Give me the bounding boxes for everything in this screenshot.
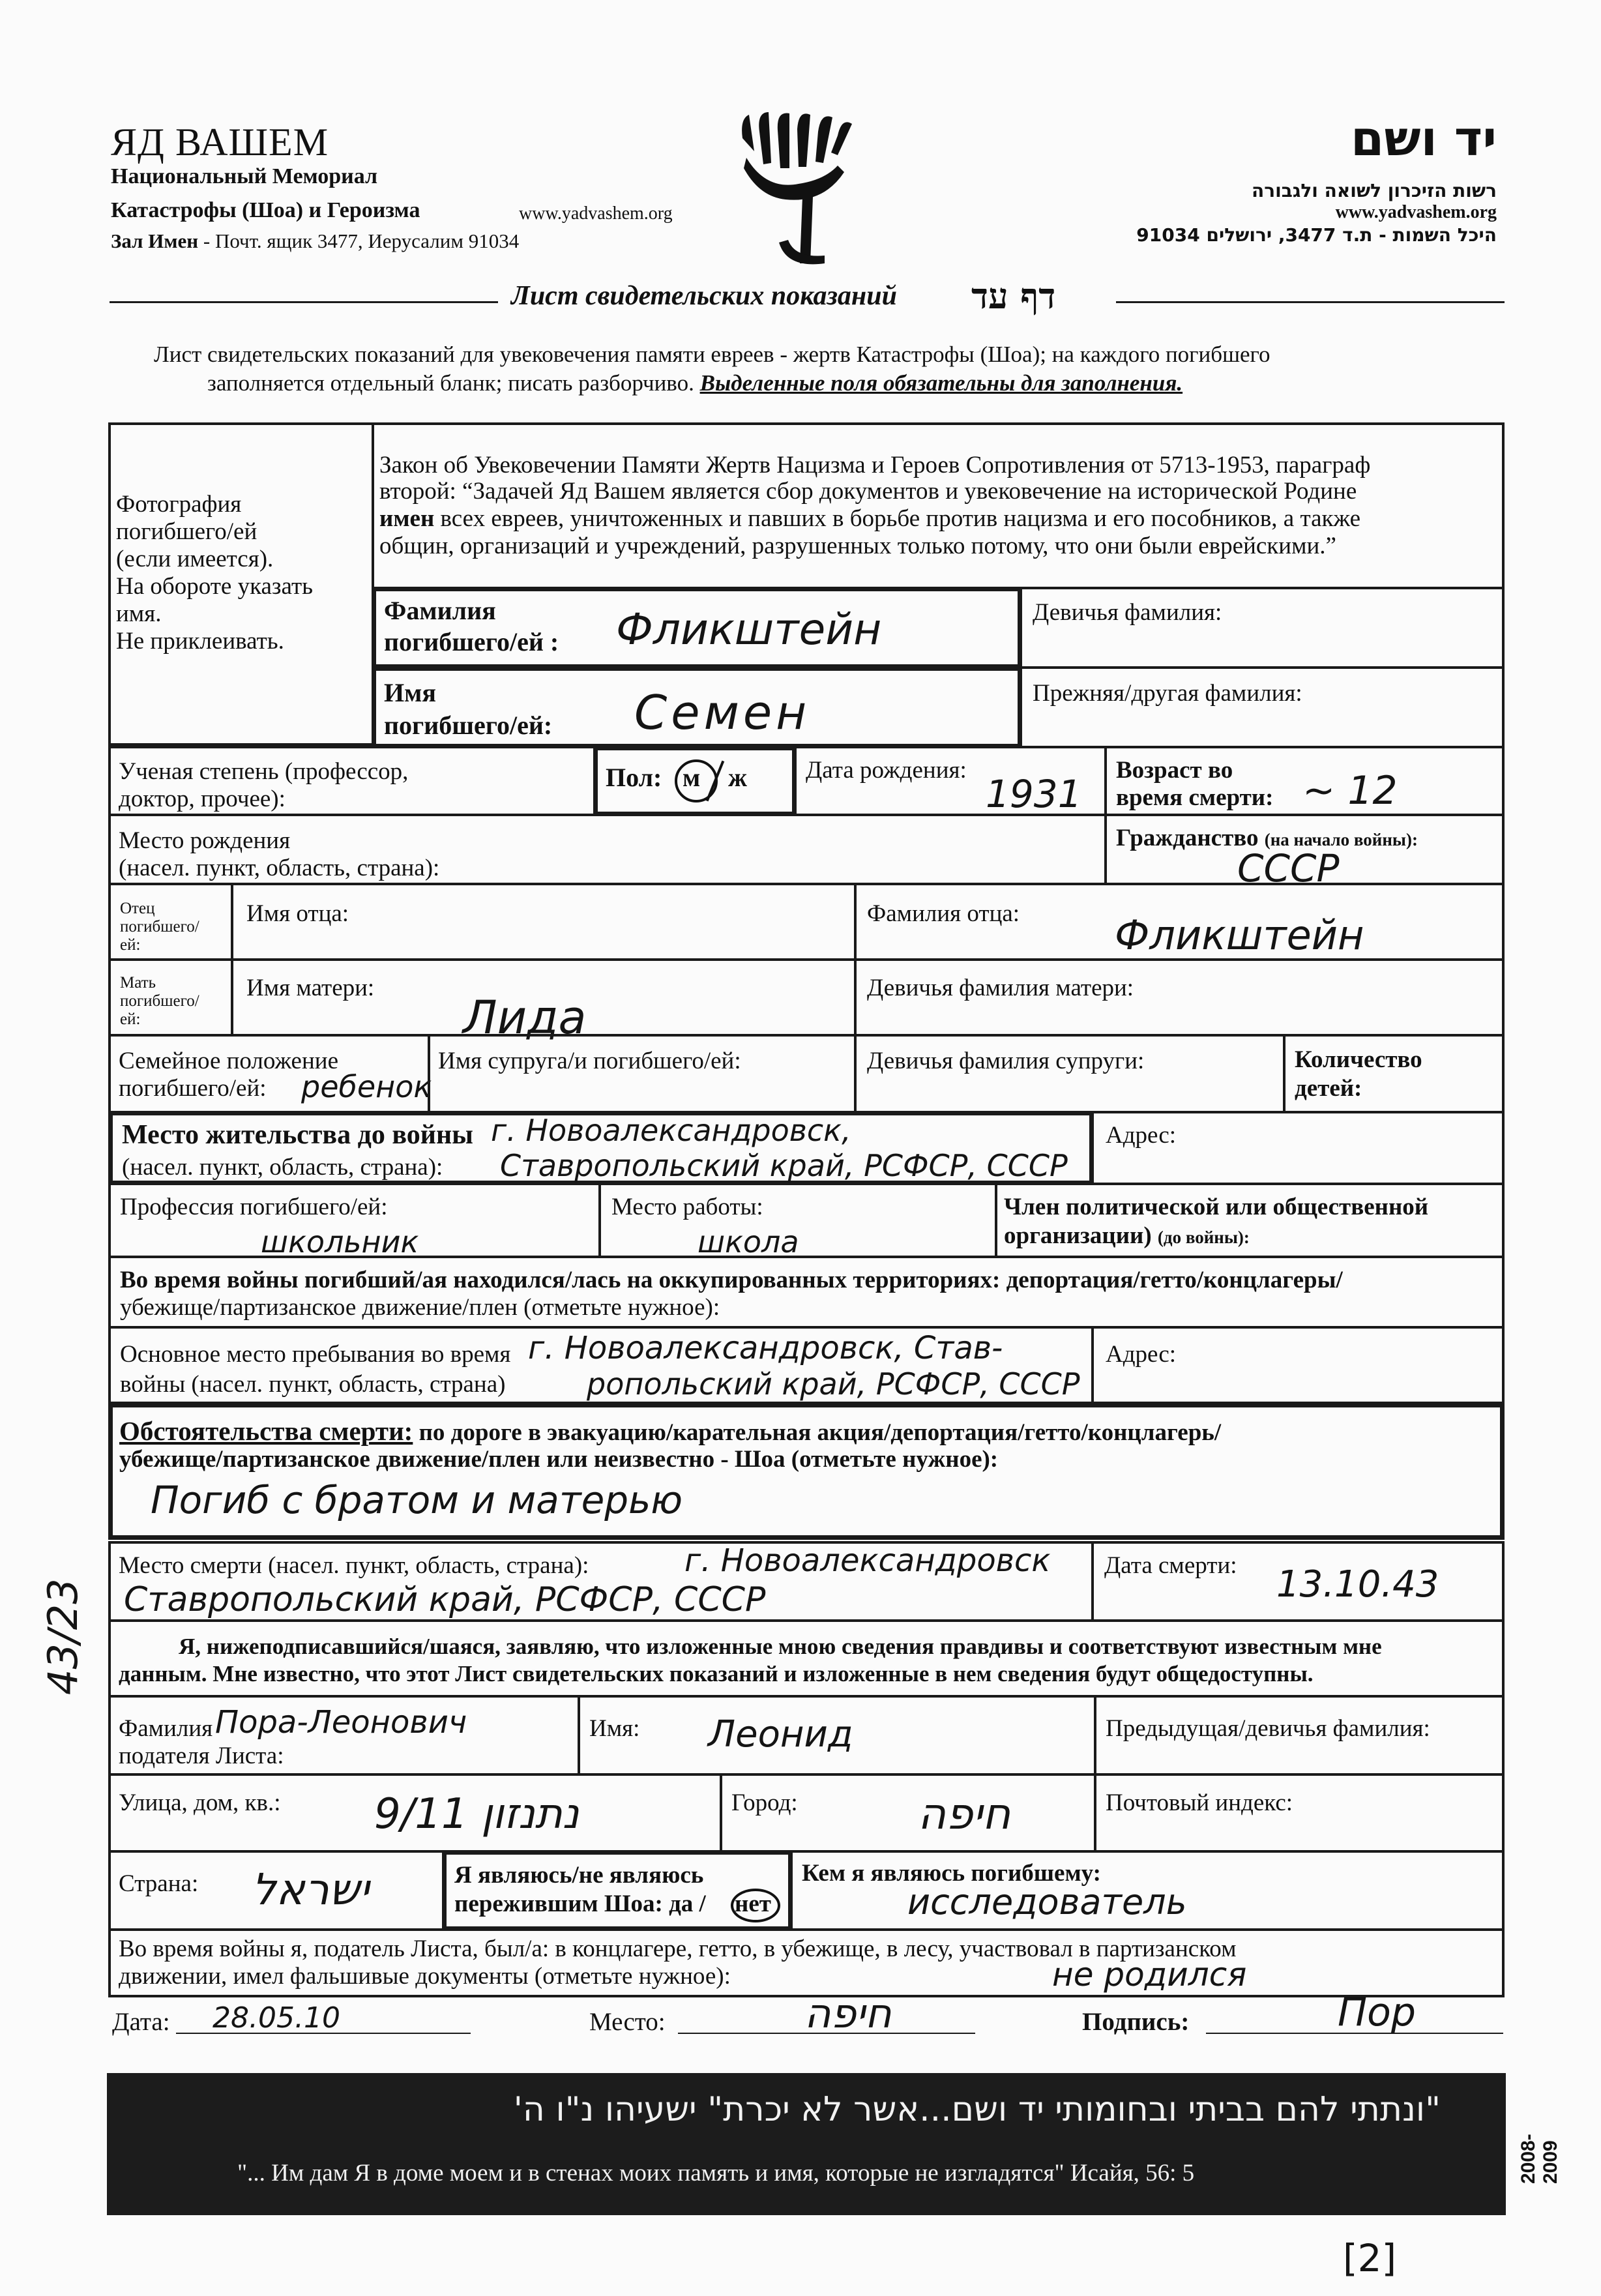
city-label: Город: — [731, 1789, 798, 1816]
relation-value: исследователь — [907, 1881, 1187, 1922]
father-side-3: ей: — [120, 936, 141, 954]
war-main-place-label-1: Основное место пребывания во время — [120, 1341, 511, 1368]
political-org-label-1: Член политической или общественной — [1004, 1194, 1429, 1220]
signature-label: Подпись: — [1082, 2008, 1190, 2036]
citizenship-value: СССР — [1237, 846, 1340, 890]
victim-surname-field[interactable] — [372, 587, 1022, 669]
spouse-name-field[interactable] — [428, 1034, 857, 1113]
quote-hebrew: "ונתתי להם בביתי ובחומותי יד ושם...אשר לא יכרת" ישעיהו נ"ו ה' — [513, 2090, 1441, 2129]
birth-date-value: 1931 — [986, 772, 1082, 816]
country-label: Страна: — [119, 1870, 199, 1897]
photo-label-1: Фотография — [116, 491, 242, 518]
residence-label-1: Место жительства до войны — [122, 1120, 473, 1150]
sign-place-label: Место: — [589, 2008, 666, 2036]
org-subtitle-1: Национальный Мемориал — [111, 164, 378, 188]
mother-side-3: ей: — [120, 1010, 141, 1028]
father-side-2: погибшего/ — [120, 918, 199, 935]
death-circ-line-2: убежище/партизанское движение/плен или неизвестно - Шоа (отметьте нужное): — [119, 1446, 999, 1473]
form-title-ru: Лист свидетельских показаний — [511, 281, 897, 311]
death-circ-value: Погиб с братом и матерью — [151, 1478, 683, 1522]
org-address-ru — [111, 229, 519, 253]
submitter-surname-value: Пора-Леонович — [215, 1704, 467, 1741]
submitter-surname-label-2: подателя Листа: — [119, 1743, 284, 1769]
photo-label-2: погибшего/ей — [116, 518, 257, 545]
victim-name-label-2: погибшего/ей: — [384, 711, 553, 740]
signature-value: Пор — [1338, 1990, 1416, 2035]
age-at-death-field[interactable] — [1104, 746, 1505, 816]
war-line-2: убежище/партизанское движение/плен (отметьте нужное): — [120, 1294, 720, 1321]
death-circumstances-field[interactable] — [108, 1403, 1505, 1540]
father-surname-field[interactable] — [854, 883, 1505, 961]
residence-address-field[interactable] — [1091, 1111, 1505, 1185]
survivor-label-2: пережившим Шоа: да / — [454, 1891, 706, 1917]
war-address-label: Адрес: — [1106, 1341, 1177, 1368]
submitter-surname-label-1: Фамилия — [119, 1715, 213, 1742]
birthplace-label-2: (насел. пункт, область, страна): — [119, 855, 440, 881]
photo-label-6: Не приклеивать. — [116, 628, 284, 655]
street-label: Улица, дом, кв.: — [119, 1789, 281, 1816]
relation-label: Кем я являюсь погибшему: — [802, 1860, 1101, 1887]
quote-banner — [107, 2073, 1506, 2215]
residence-field[interactable] — [108, 1111, 1094, 1185]
relation-field[interactable] — [790, 1850, 1505, 1931]
margin-handwritten-number: 43/23 — [39, 1578, 87, 1695]
during-war-value: не родился — [1052, 1956, 1247, 1994]
death-place-label: Место смерти (насел. пункт, область, страна): — [119, 1552, 589, 1579]
workplace-field[interactable] — [598, 1183, 997, 1258]
political-org-field[interactable] — [995, 1183, 1505, 1258]
photo-box[interactable] — [108, 422, 374, 746]
during-war-line-2: движении, имел фальшивые документы (отметьте нужное): — [119, 1963, 731, 1990]
victim-name-label-1: Имя — [384, 678, 436, 707]
during-war-line-1: Во время войны я, податель Листа, был/а: в концлагере, гетто, в убежище, в лесу, участвовал в партизанском — [119, 1935, 1237, 1962]
sign-date-label: Дата: — [112, 2008, 170, 2036]
law-names-word: имен — [379, 505, 435, 532]
sex-f-option[interactable]: ж — [728, 763, 748, 792]
age-value: ~ 12 — [1302, 768, 1398, 814]
marital-value: ребенок — [301, 1069, 432, 1104]
marital-label-1: Семейное положение — [119, 1048, 338, 1074]
death-date-value: 13.10.43 — [1276, 1563, 1439, 1606]
form-title-he: דף עד — [971, 275, 1056, 317]
victim-maiden-label: Девичья фамилия: — [1033, 599, 1222, 626]
birth-date-label: Дата рождения: — [806, 757, 967, 784]
zip-label: Почтовый индекс: — [1106, 1789, 1293, 1816]
victim-surname-label-1: Фамилия — [384, 596, 496, 625]
street-field[interactable] — [108, 1773, 722, 1853]
marital-status-field[interactable] — [108, 1034, 430, 1113]
law-line-4: общин, организаций и учреждений, разрушенных только потому, что они были еврейскими.” — [379, 533, 1336, 559]
war-address-field[interactable] — [1091, 1326, 1505, 1404]
father-side-label — [108, 883, 233, 961]
death-circ-line-1 — [119, 1417, 1221, 1447]
spouse-maiden-label: Девичья фамилия супруги: — [867, 1048, 1145, 1074]
survivor-label-1: Я являюсь/не являюсь — [454, 1862, 704, 1889]
intro-line2-text: заполняется отдельный бланк; писать разборчиво. — [207, 370, 700, 396]
intro-line2 — [207, 370, 1182, 396]
required-fields-note: Выделенные поля обязательны для заполнения. — [699, 370, 1183, 396]
postal-address: - Почт. ящик 3477, Иерусалим 91034 — [198, 229, 520, 252]
citizenship-note: (на начало войны): — [1264, 830, 1418, 849]
law-line-1: Закон об Увековечении Памяти Жертв Нацизма и Героев Сопротивления от 5713-1953, параграф — [379, 452, 1371, 478]
mother-name-value: Лида — [463, 991, 587, 1044]
submitter-prev-surname-field[interactable] — [1094, 1695, 1505, 1776]
submitter-name-field[interactable] — [578, 1695, 1096, 1776]
father-name-field[interactable] — [231, 883, 857, 961]
birth-date-field[interactable] — [794, 746, 1107, 816]
death-circ-label: Обстоятельства смерти: — [119, 1416, 413, 1446]
profession-label: Профессия погибшего/ей: — [120, 1194, 388, 1220]
father-surname-label: Фамилия отца: — [867, 900, 1020, 927]
father-name-label: Имя отца: — [246, 900, 349, 927]
org-title-he: יד ושם — [1350, 111, 1497, 167]
death-place-field[interactable] — [108, 1541, 1094, 1622]
victim-surname-value: Фликштейн — [616, 604, 882, 655]
submitter-name-label: Имя: — [589, 1715, 640, 1742]
workplace-label: Место работы: — [611, 1194, 763, 1220]
declaration-line-1: Я, нижеподписавшийся/шаяся, заявляю, что изложенные мною сведения правдивы и соответствуют известным мне — [179, 1634, 1382, 1659]
declaration-line-2: данным. Мне известно, что этот Лист свидетельских показаний и изложенные в нем сведения будут общедоступны. — [119, 1661, 1314, 1686]
mother-maiden-label: Девичья фамилия матери: — [867, 975, 1134, 1001]
war-main-place-value-2: ропольский край, РСФСР, СССР — [587, 1366, 1080, 1402]
website-left[interactable]: www.yadvashem.org — [519, 203, 673, 224]
photo-label-4: На обороте указать — [116, 573, 314, 600]
age-label-2: время смерти: — [1116, 784, 1274, 811]
sign-date-value: 28.05.10 — [213, 2001, 340, 2035]
children-count-field[interactable] — [1283, 1034, 1505, 1113]
org-title-ru: ЯД ВАШЕМ — [111, 121, 329, 164]
submitter-name-value: Леонид — [708, 1713, 853, 1756]
war-main-place-value-1: г. Новоалександровск, Став- — [528, 1330, 1003, 1366]
residence-value-2: Ставропольский край, РСФСР, СССР — [500, 1148, 1068, 1183]
political-org-note: (до войны): — [1157, 1228, 1250, 1247]
father-side-1: Отец — [120, 900, 155, 917]
title-rule-left — [110, 301, 498, 303]
age-label-1: Возраст во — [1116, 757, 1233, 784]
margin-year: 2008-2009 — [1518, 2134, 1561, 2184]
survivor-no-option[interactable]: нет — [735, 1891, 771, 1917]
death-circ-line-1-rest: по дороге в эвакуацию/карательная акция/депортация/гетто/концлагерь/ — [413, 1419, 1222, 1446]
profession-value: школьник — [261, 1224, 419, 1259]
zip-field[interactable] — [1094, 1773, 1505, 1853]
title-rule-right — [1116, 301, 1505, 303]
org-address-he: היכל השמות - ת.ד 3477, ירושלים 91034 — [1136, 224, 1497, 246]
birthplace-label-1: Место рождения — [119, 827, 291, 854]
mother-side-1: Мать — [120, 974, 156, 992]
degree-field[interactable] — [108, 746, 596, 816]
political-org-label-text: организации) — [1004, 1222, 1152, 1249]
city-field[interactable] — [720, 1773, 1096, 1853]
death-date-field[interactable] — [1091, 1541, 1505, 1622]
yad-vashem-logo — [740, 112, 855, 269]
city-value: חיפה — [918, 1789, 1011, 1839]
victim-name-field[interactable] — [372, 666, 1022, 748]
intro-line1: Лист свидетельских показаний для увековечения памяти евреев - жертв Катастрофы (Шоа); на каждого погибшего — [154, 342, 1271, 367]
death-date-label: Дата смерти: — [1104, 1552, 1237, 1579]
street-value: 9/11 נתנזון — [374, 1790, 580, 1838]
degree-label-1: Ученая степень (профессор, — [119, 758, 409, 785]
country-value: ישראל — [252, 1864, 370, 1915]
hall-of-names: Зал Имен — [111, 229, 199, 252]
sex-field[interactable] — [593, 746, 797, 816]
residence-value-1: г. Новоалександровск, — [491, 1113, 851, 1148]
residence-address-label: Адрес: — [1106, 1122, 1177, 1149]
victim-surname-label-2: погибшего/ей : — [384, 627, 559, 656]
mother-maiden-field[interactable] — [854, 958, 1505, 1037]
mother-side-label — [108, 958, 233, 1037]
photo-label-5: имя. — [116, 600, 162, 627]
victim-other-surname-label: Прежняя/другая фамилия: — [1033, 680, 1302, 707]
profession-field[interactable] — [108, 1183, 601, 1258]
children-label-2: детей: — [1295, 1075, 1362, 1102]
spouse-name-label: Имя супруга/и погибшего/ей: — [438, 1048, 741, 1074]
submitter-surname-field[interactable] — [108, 1695, 580, 1776]
mother-name-label: Имя матери: — [246, 975, 375, 1001]
mother-side-2: погибшего/ — [120, 992, 199, 1010]
submitter-during-war-field[interactable] — [108, 1928, 1505, 1997]
menorah-logo-icon — [740, 112, 855, 269]
submitter-prev-surname-label: Предыдущая/девичья фамилия: — [1106, 1715, 1430, 1742]
survivor-field[interactable] — [442, 1850, 793, 1931]
citizenship-field[interactable] — [1104, 814, 1505, 890]
victim-name-value: Семен — [634, 685, 811, 740]
country-field[interactable] — [108, 1850, 445, 1931]
war-line-1: Во время войны погибший/ая находился/лась на оккупированных территориях: депортация/гетто/концлагеры/ — [120, 1267, 1343, 1293]
org-subtitle-he: רשות הזיכרון לשואה ולגבורה — [1252, 180, 1497, 201]
law-line-2: второй: “Задачей Яд Вашем является сбор документов и увековечение на исторической Родине — [379, 478, 1357, 505]
children-label-1: Количество — [1295, 1046, 1422, 1073]
website-right[interactable]: www.yadvashem.org — [1335, 202, 1497, 222]
photo-label-3: (если имеется). — [116, 546, 274, 572]
org-subtitle-2: Катастрофы (Шоа) и Героизма — [111, 198, 420, 222]
mother-name-field[interactable] — [231, 958, 857, 1044]
birthplace-field[interactable] — [108, 814, 1107, 885]
marital-label-2: погибшего/ей: — [119, 1075, 267, 1102]
war-location-field[interactable] — [108, 1256, 1505, 1329]
victim-maiden-field[interactable] — [1020, 587, 1505, 669]
page-mark: [2] — [1343, 2236, 1397, 2280]
degree-label-2: доктор, прочее): — [119, 786, 286, 812]
sex-m-option[interactable]: м — [683, 763, 701, 792]
residence-label-2: (насел. пункт, область, страна): — [122, 1154, 443, 1181]
political-org-label-2 — [1004, 1222, 1250, 1252]
sex-label: Пол: — [606, 763, 662, 792]
law-line-3-rest: всех евреев, уничтоженных и павших в борьбе против нацизма и его пособников, а также — [434, 505, 1360, 532]
workplace-value: школа — [698, 1224, 799, 1259]
war-main-place-label-2: войны (насел. пункт, область, страна) — [120, 1371, 506, 1398]
war-main-place-field[interactable] — [108, 1326, 1094, 1404]
law-line-3 — [379, 505, 1360, 533]
spouse-maiden-field[interactable] — [854, 1034, 1285, 1113]
citizenship-label-text: Гражданство — [1116, 825, 1259, 851]
father-surname-value: Фликштейн — [1115, 911, 1364, 959]
sign-place-value: חיפה — [804, 1990, 892, 2037]
death-place-value-2: Ставропольский край, РСФСР, СССР — [124, 1580, 766, 1619]
declaration-box — [108, 1619, 1505, 1698]
quote-russian: "... Им дам Я в доме моем и в стенах моих память и имя, которые не изгладятся" Исайя, 56: 5 — [237, 2160, 1195, 2186]
death-place-value-1: г. Новоалександровск — [684, 1542, 1051, 1579]
victim-other-surname-field[interactable] — [1020, 666, 1505, 748]
law-box — [372, 422, 1505, 589]
